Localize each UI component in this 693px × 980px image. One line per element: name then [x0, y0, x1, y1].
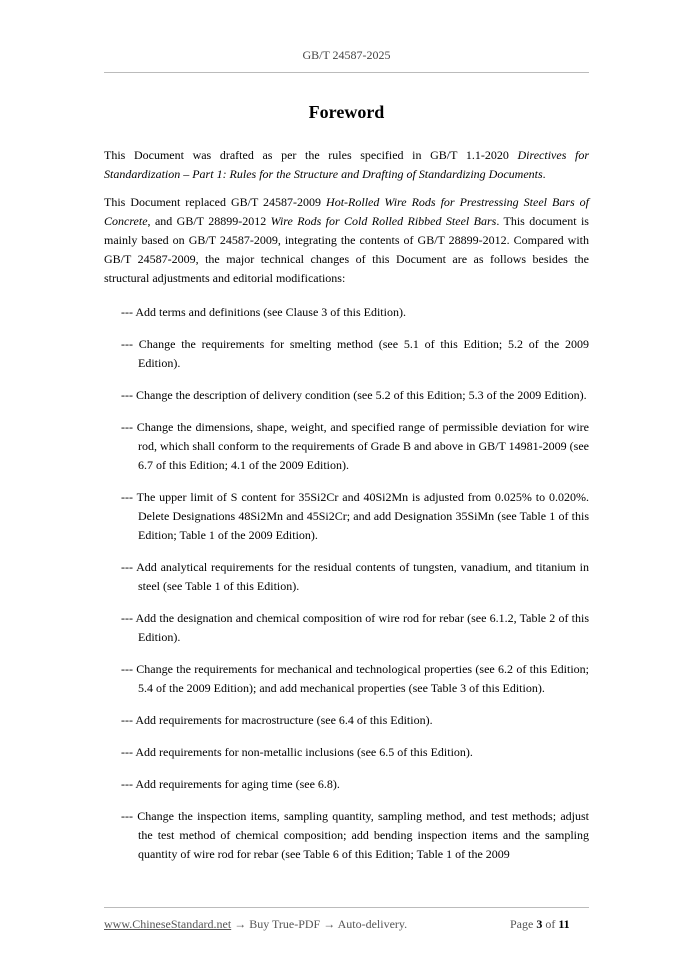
- footer-divider: [104, 907, 589, 908]
- document-body: [104, 146, 589, 877]
- arrow-icon: →: [234, 917, 247, 931]
- text-run: .: [542, 167, 546, 181]
- website-link[interactable]: www.ChineseStandard.net: [104, 917, 232, 931]
- text-run: This Document replaced GB/T 24587-2009: [104, 195, 327, 209]
- change-item: --- Change the inspection items, sampling quantity, sampling method, and test methods; adjust the test method of chemical composition; add bending inspection items and the sampling quantity of wire rod for rebar (see Table 6 of this Edition; Table 1 of the 2009: [121, 809, 589, 861]
- change-item: --- Change the requirements for smelting method (see 5.1 of this Edition; 5.2 of the 2009 Edition).: [121, 337, 589, 370]
- buy-pdf-text: Buy True-PDF: [249, 917, 321, 931]
- change-item: --- Add analytical requirements for the residual contents of tungsten, vanadium, and titanium in steel (see Table 1 of this Edition).: [121, 560, 589, 593]
- cited-title: Wire Rods for Cold Rolled Ribbed Steel Bars: [270, 214, 497, 228]
- of-label: of: [545, 917, 556, 931]
- change-item: --- Add requirements for aging time (see 6.8).: [121, 777, 340, 791]
- total-pages: 11: [558, 917, 570, 931]
- change-item: --- Add requirements for macrostructure (see 6.4 of this Edition).: [121, 713, 433, 727]
- cited-title: Directives for Standardization – Part 1: Rules for the Structure and Drafting of Standardizing Documents: [104, 148, 589, 181]
- header-divider: [104, 72, 589, 73]
- change-item: --- Change the description of delivery condition (see 5.2 of this Edition; 5.3 of the 2009 Edition).: [121, 388, 587, 402]
- current-page: 3: [536, 917, 543, 931]
- text-run: . This document is mainly based on GB/T 24587-2009, integrating the contents of GB/T 28899-2012. Compared with GB/T 24587-2009, the major technical changes of this Document are as follows besides the structural adjustments and editorial modifications:: [104, 214, 589, 285]
- text-run: This Document was drafted as per the rules specified in GB/T 1.1-2020: [104, 148, 518, 162]
- change-item: --- Change the requirements for mechanical and technological properties (see 6.2 of this Edition; 5.4 of the 2009 Edition); and add mechanical properties (see Table 3 of this Edition).: [121, 662, 589, 695]
- change-item: --- The upper limit of S content for 35Si2Cr and 40Si2Mn is adjusted from 0.025% to 0.020%. Delete Designations 48Si2Mn and 45Si2Cr; and add Designation 35SiMn (see Table 1 of this Edition; Table 1 of the 2009 Edition).: [121, 490, 589, 542]
- change-item: --- Change the dimensions, shape, weight, and specified range of permissible deviation for wire rod, which shall conform to the requirements of Grade B and above in GB/T 14981-2009 (see 6.7 of this Edition; 4.1 of the 2009 Edition).: [121, 420, 589, 472]
- page-title: Foreword: [308, 102, 385, 122]
- paragraph-replacement: [104, 193, 589, 288]
- page-label: Page: [510, 917, 534, 931]
- change-item: --- Add terms and definitions (see Clause 3 of this Edition).: [121, 305, 406, 319]
- change-item: --- Add requirements for non-metallic inclusions (see 6.5 of this Edition).: [121, 745, 473, 759]
- page-number: [510, 917, 570, 932]
- footer-links: [104, 917, 407, 932]
- text-run: , and GB/T 28899-2012: [147, 214, 271, 228]
- arrow-icon: →: [323, 917, 336, 931]
- running-header: GB/T 24587-2025: [302, 48, 391, 62]
- auto-delivery-text: Auto-delivery.: [337, 917, 408, 931]
- cited-title: Hot-Rolled Wire Rods for Prestressing Steel Bars of Concrete: [104, 195, 589, 228]
- change-item: --- Add the designation and chemical composition of wire rod for rebar (see 6.1.2, Table 2 of this Edition).: [121, 611, 589, 644]
- paragraph-drafting-rules: [104, 146, 589, 184]
